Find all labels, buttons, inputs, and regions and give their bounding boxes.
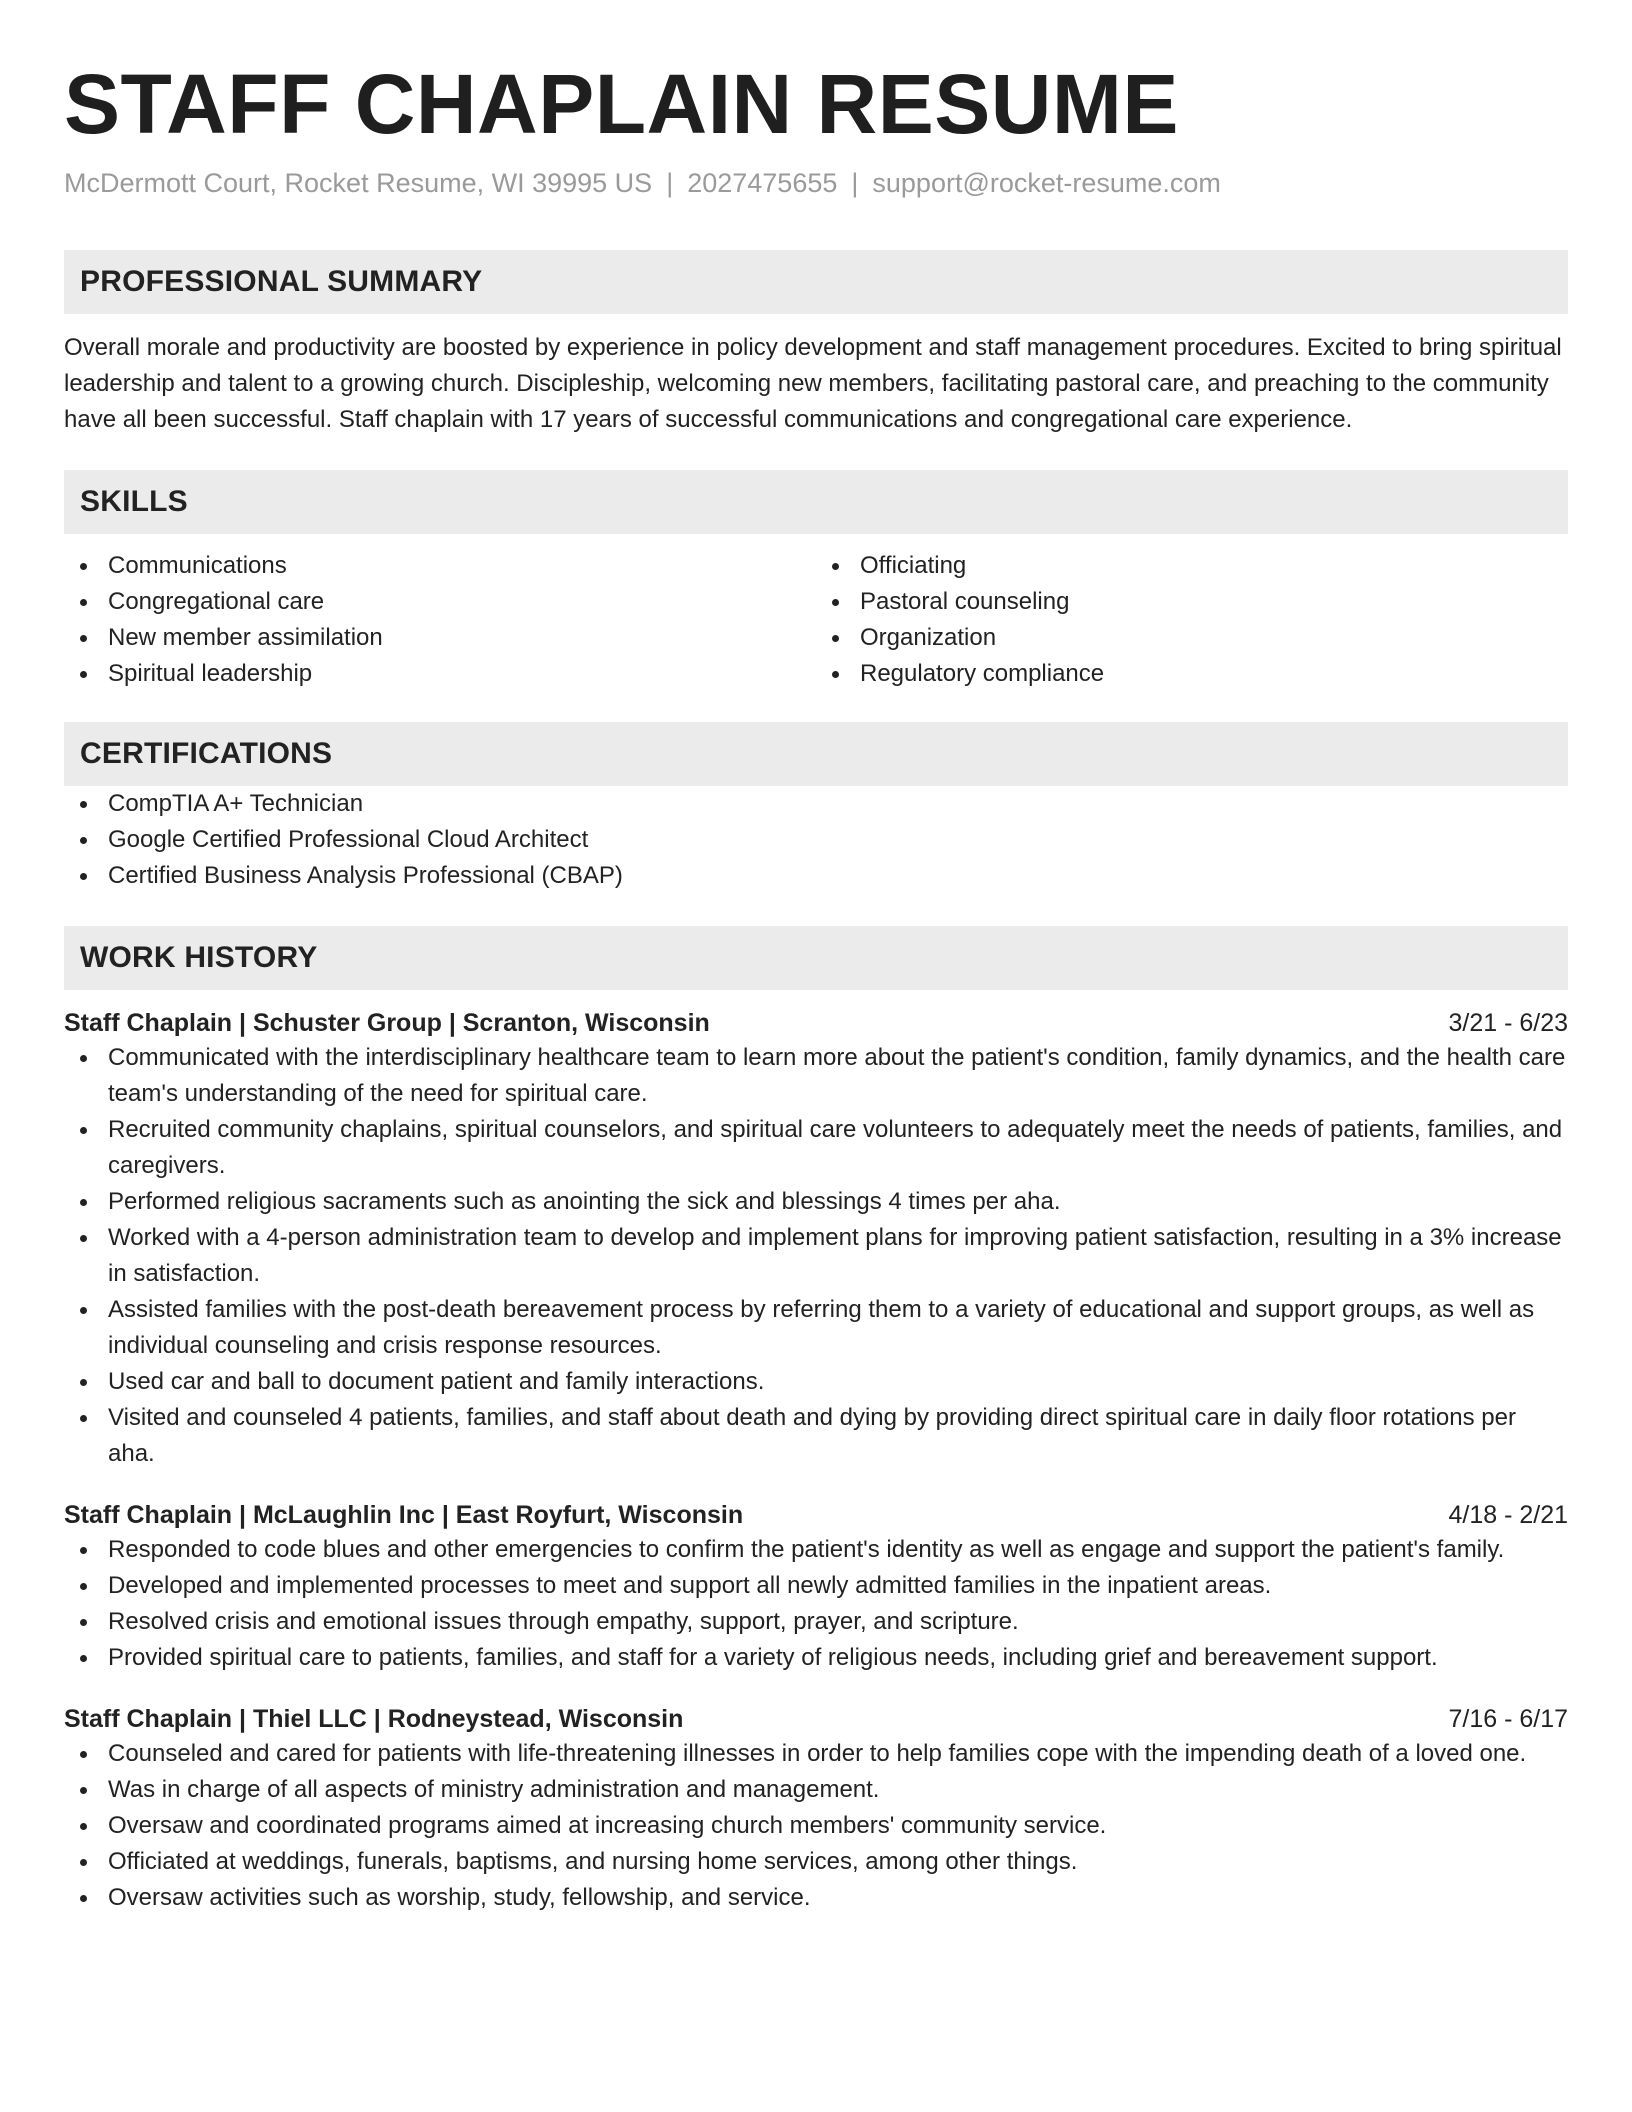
skill-item: Congregational care [64,584,816,620]
job-bullet-list [64,1736,1568,1916]
job-title: Staff Chaplain | Thiel LLC | Rodneystead, Wisconsin [64,1705,684,1733]
job-bullet: Used car and ball to document patient and family interactions. [64,1364,1568,1400]
job-title: Staff Chaplain | McLaughlin Inc | East Royfurt, Wisconsin [64,1501,744,1529]
contact-phone: 2027475655 [687,168,838,198]
job-bullet: Responded to code blues and other emergencies to confirm the patient's identity as well as engage and support the patient's family. [64,1532,1568,1568]
section-header-work-history: WORK HISTORY [64,926,1568,990]
job-entry [64,1006,1568,1472]
certification-item: CompTIA A+ Technician [64,786,1568,822]
skill-item: New member assimilation [64,620,816,656]
job-entry [64,1702,1568,1916]
certification-item: Google Certified Professional Cloud Architect [64,822,1568,858]
job-bullet: Resolved crisis and emotional issues through empathy, support, prayer, and scripture. [64,1604,1568,1640]
job-bullet-list [64,1040,1568,1472]
contact-separator: | [666,168,674,198]
skills-list-right [816,548,1568,692]
job-bullet: Oversaw and coordinated programs aimed at increasing church members' community service. [64,1808,1568,1844]
contact-line [64,166,1568,200]
job-bullet: Officiated at weddings, funerals, baptisms, and nursing home services, among other things. [64,1844,1568,1880]
job-dates: 7/16 - 6/17 [1448,1705,1568,1733]
skill-item: Spiritual leadership [64,656,816,692]
skill-item: Regulatory compliance [816,656,1568,692]
job-bullet: Visited and counseled 4 patients, families, and staff about death and dying by providing direct spiritual care in daily floor rotations per aha. [64,1400,1568,1472]
job-entry [64,1498,1568,1676]
job-bullet: Provided spiritual care to patients, families, and staff for a variety of religious needs, including grief and bereavement support. [64,1640,1568,1676]
contact-email: support@rocket-resume.com [872,168,1221,198]
job-bullet: Oversaw activities such as worship, study, fellowship, and service. [64,1880,1568,1916]
job-dates: 3/21 - 6/23 [1448,1009,1568,1037]
contact-separator: | [851,168,859,198]
section-header-summary: PROFESSIONAL SUMMARY [64,250,1568,314]
resume-title: STAFF CHAPLAIN RESUME [64,57,1179,151]
job-bullet: Assisted families with the post-death bereavement process by referring them to a variety of educational and support groups, as well as individual counseling and crisis response resources. [64,1292,1568,1364]
job-bullet: Recruited community chaplains, spiritual counselors, and spiritual care volunteers to adequately meet the needs of patients, families, and caregivers. [64,1112,1568,1184]
summary-text: Overall morale and productivity are boosted by experience in policy development and staff management procedures. Excited to bring spiritual leadership and talent to a growing church. Discipleship, welcoming new members, facilitating pastoral care, and preaching to the community have all been successful. Staff chaplain with 17 years of successful communications and congregational care experience. [64,334,1562,433]
job-bullet: Was in charge of all aspects of ministry administration and management. [64,1772,1568,1808]
skills-column-right [816,548,1568,692]
job-bullet-list [64,1532,1568,1676]
section-header-skills: SKILLS [64,470,1568,534]
skill-item: Pastoral counseling [816,584,1568,620]
skill-item: Communications [64,548,816,584]
skills-grid [64,548,1568,692]
section-header-certifications: CERTIFICATIONS [64,722,1568,786]
job-bullet: Developed and implemented processes to meet and support all newly admitted families in the inpatient areas. [64,1568,1568,1604]
job-dates: 4/18 - 2/21 [1448,1501,1568,1529]
job-bullet: Worked with a 4-person administration team to develop and implement plans for improving patient satisfaction, resulting in a 3% increase in satisfaction. [64,1220,1568,1292]
skill-item: Officiating [816,548,1568,584]
job-header [64,1702,1568,1736]
job-bullet: Counseled and cared for patients with life-threatening illnesses in order to help families cope with the impending death of a loved one. [64,1736,1568,1772]
skills-list-left [64,548,816,692]
certifications-list [64,786,1568,894]
job-header [64,1498,1568,1532]
skill-item: Organization [816,620,1568,656]
contact-address: McDermott Court, Rocket Resume, WI 39995 US [64,168,653,198]
job-bullet: Performed religious sacraments such as anointing the sick and blessings 4 times per aha. [64,1184,1568,1220]
job-title: Staff Chaplain | Schuster Group | Scranton, Wisconsin [64,1009,710,1037]
job-bullet: Communicated with the interdisciplinary healthcare team to learn more about the patient's condition, family dynamics, and the health care team's understanding of the need for spiritual care. [64,1040,1568,1112]
skills-column-left [64,548,816,692]
job-header [64,1006,1568,1040]
certification-item: Certified Business Analysis Professional (CBAP) [64,858,1568,894]
